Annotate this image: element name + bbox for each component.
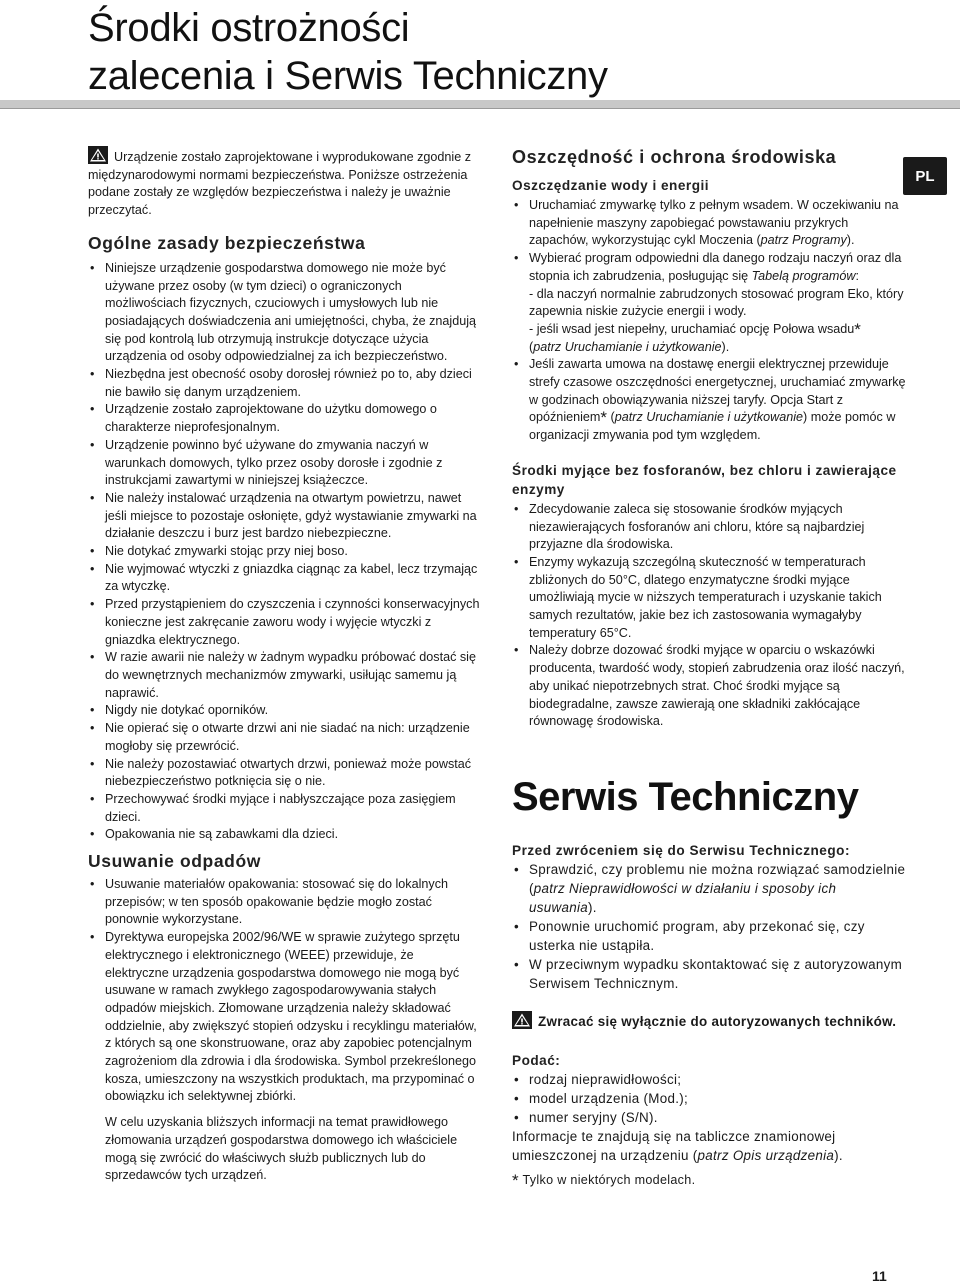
water-list [512, 197, 907, 445]
disposal-heading: Usuwanie odpadów [88, 851, 261, 872]
service-block [512, 841, 907, 1190]
authorized-warning: Zwracać się wyłącznie do autoryzowanych techników. [512, 1011, 907, 1031]
disposal-list [88, 876, 480, 1106]
title-line-2: zalecenia i Serwis Techniczny [88, 54, 608, 98]
eco-heading: Oszczędność i ochrona środowiska [512, 147, 837, 167]
list-item: • Nie opierać się o otwarte drzwi ani nie siadać na nich: urządzenie mogłoby się przewrócić. [88, 720, 480, 755]
safety-list [88, 260, 480, 844]
list-item: • Usuwanie materiałów opakowania: stosować się do lokalnych przepisów; w ten sposób opakowanie będzie mogło zostać ponownie wykorzystane. [88, 876, 480, 929]
nameplate-info: Informacje te znajdują się na tabliczce znamionowej umieszczonej na urządzeniu (patrz Opis urządzenia). [512, 1128, 843, 1163]
list-item: • Opakowania nie są zabawkami dla dzieci. [88, 826, 480, 844]
before-service-list [512, 860, 907, 993]
list-item: • Niniejsze urządzenie gospodarstwa domowego nie może być używane przez osoby (w tym dzieci) o ograniczonych możliwościach fizycznych, czuciowych i umysłowych lub nie posiadających doświadczenia ani umiejętności, chyba, że znajdują się pod kontrolą lub otrzymują instrukcje dotyczące użycia urządzenia od osoby odpowiedzialnej za ich bezpieczeństwo. [88, 260, 480, 366]
list-item: • Uruchamiać zmywarkę tylko z pełnym wsadem. W oczekiwaniu na napełnienie maszyny zapobiegać powstawaniu przykrych zapachów, wykorzystując cykl Moczenia (patrz Programy). [512, 197, 907, 250]
right-column [512, 146, 907, 1190]
intro-text: Urządzenie zostało zaprojektowane i wyprodukowane zgodnie z międzynarodowymi normami bezpieczeństwa. Poniższe ostrzeżenia podane zostały ze względów bezpieczeństwa i należy je uważnie przeczytać. [88, 150, 472, 218]
header-rule [0, 100, 960, 109]
language-badge: PL [903, 157, 947, 195]
list-item: • Ponownie uruchomić program, aby przekonać się, czy usterka nie ustąpiła. [512, 917, 907, 955]
detergent-list [512, 501, 907, 731]
list-item: • Urządzenie powinno być używane do zmywania naczyń w warunkach domowych, tylko przez osoby dorosłe i zgodnie z instrukcjami zawartymi w niniejszej książeczce. [88, 437, 480, 490]
service-heading: Serwis Techniczny [512, 774, 859, 819]
list-item: • Jeśli zawarta umowa na dostawę energii elektrycznej przewiduje strefy czasowe oszczędności energetycznej, uruchamiać zmywarkę w godzinach obowiązywania niższej taryfy. Opcja Start z opóźnieniem* (patrz Uruchamianie i użytkowanie) może pomóc w organizacji zmywania pod tym względem. [512, 356, 907, 445]
list-item: • Dyrektywa europejska 2002/96/WE w sprawie zużytego sprzętu elektrycznego i elektronicznego (WEEE) przewiduje, że elektryczne urządzenia gospodarstwa domowego nie mogą być usuwane w ramach zwykłego zagospodarowywania stałych odpadów miejskich. Złomowane urządzenia należy składować oddzielnie, aby zwiększyć stopień odzysku i recyklingu materiałów, z których są one skonstruowane, oraz aby zapobiec potencjalnym zagrożeniom dla zdrowia i dla środowiska. Symbol przekreślonego kosza, umieszczony na wszystkich produktach, ma przypominać o obowiązku ich selektywnej zbiórki. [88, 929, 480, 1106]
list-item: • rodzaj nieprawidłowości; [512, 1070, 907, 1089]
list-item: • Przechowywać środki myjące i nabłyszczające poza zasięgiem dzieci. [88, 791, 480, 826]
list-item: • W przeciwnym wypadku skontaktować się z autoryzowanym Serwisem Technicznym. [512, 955, 907, 993]
list-item: • numer seryjny (S/N). [512, 1108, 907, 1127]
list-item: • W razie awarii nie należy w żadnym wypadku próbować dostać się do wewnętrznych mechanizmów zmywarki, usiłując samemu ją naprawić. [88, 649, 480, 702]
list-item: • Zdecydowanie zaleca się stosowanie środków myjących niezawierających fosforanów ani chloru, które są najbardziej przyjazne dla środowiska. [512, 501, 907, 554]
list-item: • Urządzenie zostało zaprojektowane do użytku domowego o charakterze nieprofesjonalnym. [88, 401, 480, 436]
list-item: • model urządzenia (Mod.); [512, 1089, 907, 1108]
list-item: • Nigdy nie dotykać oporników. [88, 702, 480, 720]
list-item: • Nie należy instalować urządzenia na otwartym powietrzu, nawet jeśli miejsce to pozostaje osłonięte, gdyż wystawianie zmywarki na działanie deszczu i burz jest bardzo niebezpieczne. [88, 490, 480, 543]
list-item: • Sprawdzić, czy problemu nie można rozwiązać samodzielnie (patrz Nieprawidłowości w działaniu i sposoby ich usuwania). [512, 860, 907, 917]
disposal-extra: W celu uzyskania bliższych informacji na temat prawidłowego złomowania urządzeń gospodarstwa domowego ich właściciele mogą się zwrócić do właściwych służb publicznych lub do sprzedawców tych urządzeń. [105, 1115, 458, 1183]
list-item: • Przed przystąpieniem do czyszczenia i czynności konserwacyjnych konieczne jest zakręcanie zaworu wody i wyjęcie wtyczki z gniazdka elektrycznego. [88, 596, 480, 649]
left-column [88, 146, 480, 1185]
page-title [88, 4, 608, 100]
page-number: 11 [872, 1268, 887, 1284]
provide-heading: Podać: [512, 1052, 561, 1068]
footnote: * Tylko w niektórych modelach. [512, 1170, 696, 1190]
intro-paragraph [88, 146, 480, 220]
list-item: • Należy dobrze dozować środki myjące w oparciu o wskazówki producenta, twardość wody, stopień zabrudzenia oraz ilość naczyń, aby unikać niepotrzebnych strat. Choć środki myjące są biodegradalne, zawsze zawierają one składniki zakłócające równowagę środowiska. [512, 642, 907, 731]
title-line-1: Środki ostrożności [88, 6, 410, 50]
before-service-heading: Przed zwróceniem się do Serwisu Technicznego: [512, 842, 851, 858]
list-item: • Nie należy pozostawiać otwartych drzwi, ponieważ może powstać niebezpieczeństwo potknięcia się o nie. [88, 756, 480, 791]
safety-heading: Ogólne zasady bezpieczeństwa [88, 232, 366, 253]
list-item: • Nie dotykać zmywarki stojąc przy niej boso. [88, 543, 480, 561]
water-heading: Oszczędzanie wody i energii [512, 178, 710, 193]
provide-list [512, 1070, 907, 1127]
warning-triangle-icon [512, 1011, 532, 1029]
list-item: • Wybierać program odpowiedni dla danego rodzaju naczyń oraz dla stopnia ich zabrudzenia, posługując się Tabelą programów: - dla naczyń normalnie zabrudzonych stosować program Eko, który zapewnia niskie zużycie energii i wody. - jeśli wsad jest niepełny, uruchamiać opcję Połowa wsadu* (patrz Uruchamianie i użytkowanie). [512, 250, 907, 356]
list-item: • Enzymy wykazują szczególną skuteczność w temperaturach zbliżonych do 50°C, dlatego enzymatyczne środki myjące umożliwiają mycie w niższych temperaturach i uzyskanie takich samych rezultatów, jakie bez ich zastosowania wymagałyby temperatury 65°C. [512, 554, 907, 643]
list-item: • Nie wyjmować wtyczki z gniazdka ciągnąc za kabel, lecz trzymając za wtyczkę. [88, 561, 480, 596]
detergent-heading: Środki myjące bez fosforanów, bez chloru i zawierające enzymy [512, 462, 897, 497]
list-item: • Niezbędna jest obecność osoby dorosłej również po to, aby dzieci nie bawiło się danym urządzeniem. [88, 366, 480, 401]
warning-triangle-icon [88, 146, 108, 164]
